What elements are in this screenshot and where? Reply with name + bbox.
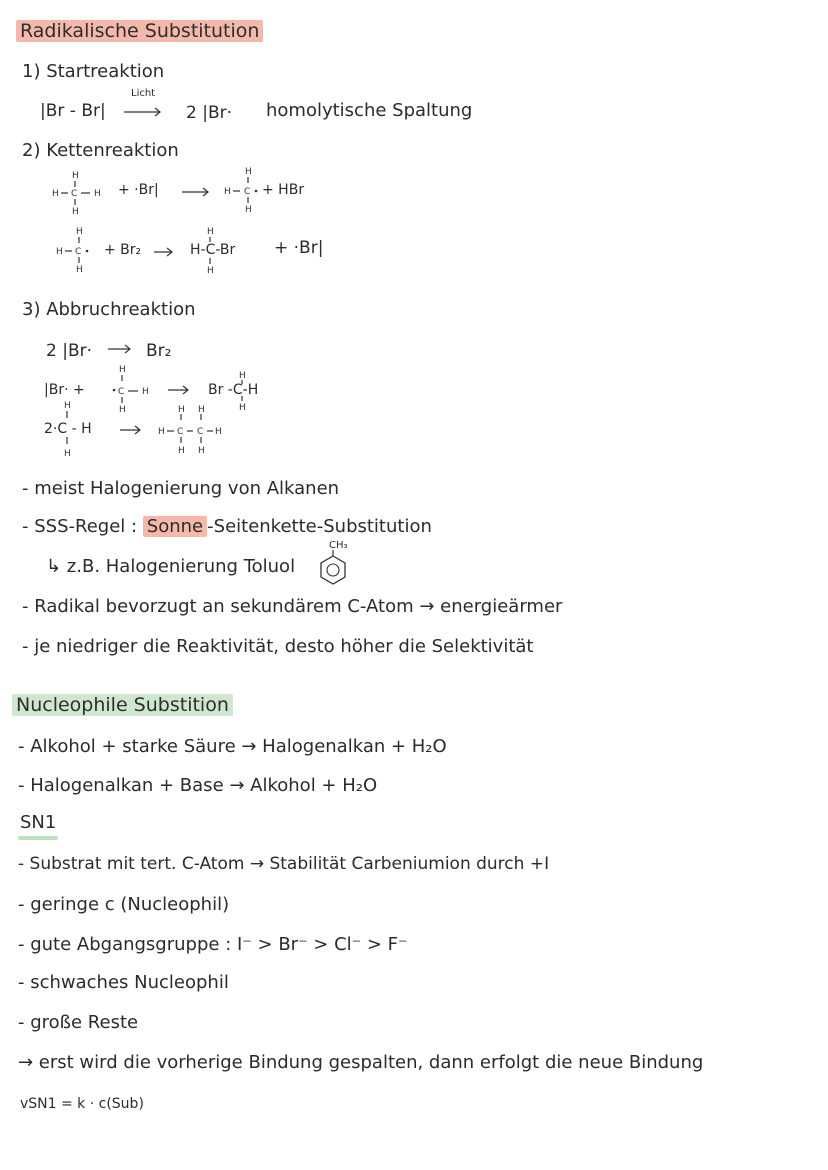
radical-title: Radikalische Substitution: [16, 20, 263, 42]
toluene-example: ↳ z.B. Halogenierung Toluol: [46, 556, 296, 577]
svg-text:H: H: [239, 403, 246, 413]
chain-r1-plus: + ·Br|: [118, 182, 159, 198]
svg-text:H: H: [64, 449, 71, 459]
bromomethane-h-atoms: [207, 227, 214, 276]
svg-text:H: H: [178, 446, 185, 456]
sss-word-sonne: Sonne: [143, 516, 207, 537]
chain-r2-extra: + ·Br|: [274, 238, 324, 258]
svg-text:H: H: [142, 387, 149, 397]
start-heading: 1) Startreaktion: [22, 61, 165, 82]
methyl-radical-formula-2: [56, 227, 88, 275]
sn1-underline: [18, 836, 58, 840]
sss-prefix: - SSS-Regel :: [22, 516, 138, 537]
svg-text:H: H: [198, 405, 205, 415]
termination-ethane: [64, 401, 222, 459]
svg-text:H: H: [224, 187, 231, 197]
svg-text:C: C: [197, 427, 204, 437]
svg-text:C: C: [244, 187, 251, 197]
chain-r2-product: H-C-Br: [190, 242, 236, 258]
toluene-benzene-icon: [321, 550, 345, 584]
sn1-weak-nucleophile: - schwaches Nucleophil: [18, 972, 229, 993]
methyl-radical-formula: [224, 167, 257, 215]
svg-text:H: H: [76, 265, 83, 275]
nuc-line-haloalkane: - Halogenalkan + Base → Alkohol + H₂O: [18, 775, 378, 796]
svg-text:H: H: [245, 205, 252, 215]
sn1-low-concentration: - geringe c (Nucleophil): [18, 894, 230, 915]
svg-text:C: C: [177, 427, 184, 437]
term-r2-right: Br -C-H: [208, 382, 259, 398]
svg-text:H: H: [239, 371, 246, 381]
svg-text:H: H: [207, 227, 214, 237]
svg-text:H: H: [119, 365, 126, 375]
term-r1-left: 2 |Br·: [46, 341, 93, 361]
sn1-label: SN1: [20, 812, 57, 833]
svg-text:H: H: [158, 427, 165, 437]
svg-text:H: H: [119, 405, 126, 415]
chain-r1-product: + HBr: [262, 182, 305, 198]
sss-rule: - SSS-Regel : Sonne -Seitenkette-Substitution: [22, 516, 432, 537]
svg-text:H: H: [52, 189, 59, 199]
svg-text:C: C: [118, 387, 125, 397]
nuc-line-alcohol: - Alkohol + starke Säure → Halogenalkan + H₂O: [18, 736, 447, 757]
svg-text:H: H: [207, 266, 214, 276]
svg-text:H: H: [76, 227, 83, 237]
svg-text:H: H: [72, 171, 79, 181]
note-halogenation: - meist Halogenierung von Alkanen: [22, 478, 340, 499]
toluene-ch3-label: CH₃: [329, 540, 348, 551]
svg-text:C: C: [71, 189, 78, 199]
chain-heading: 2) Kettenreaktion: [22, 140, 179, 161]
reaction-arrows: [108, 108, 208, 434]
term-r2-left: |Br· +: [44, 382, 85, 398]
sn1-mechanism: → erst wird die vorherige Bindung gespalten, dann erfolgt die neue Bindung: [18, 1052, 704, 1073]
light-condition: Licht: [131, 88, 156, 99]
sss-word-substitution: Substitution: [323, 516, 432, 537]
svg-text:H: H: [198, 446, 205, 456]
note-secondary-carbon: - Radikal bevorzugt an sekundärem C-Atom → energieärmer: [22, 596, 563, 617]
svg-text:H: H: [72, 207, 79, 217]
sn1-leaving-group: - gute Abgangsgruppe : I⁻ > Br⁻ > Cl⁻ > F⁻: [18, 934, 408, 955]
start-reactant: |Br - Br|: [40, 101, 106, 121]
methane-formula: [52, 171, 101, 217]
sss-word-seitenkette: Seitenkette: [213, 516, 317, 537]
termination-heading: 3) Abbruchreaktion: [22, 299, 196, 320]
sn1-rate-law: vSN1 = k · c(Sub): [20, 1096, 144, 1112]
sn1-substrate: - Substrat mit tert. C-Atom → Stabilität Carbeniumion durch +I: [18, 854, 550, 874]
note-selectivity: - je niedriger die Reaktivität, desto höher die Selektivität: [22, 636, 534, 657]
svg-text:H: H: [245, 167, 252, 177]
svg-text:H: H: [56, 247, 63, 257]
nucleophile-title: Nucleophile Substition: [12, 694, 233, 716]
svg-text:H: H: [178, 405, 185, 415]
svg-text:H: H: [94, 189, 101, 199]
homolysis-label: homolytische Spaltung: [266, 100, 473, 121]
svg-text:H: H: [64, 401, 71, 411]
term-r1-right: Br₂: [146, 341, 172, 361]
svg-text:C: C: [75, 247, 82, 257]
svg-text:H: H: [215, 427, 222, 437]
sn1-large-groups: - große Reste: [18, 1012, 139, 1033]
term-r3-left: 2·C - H: [44, 421, 92, 437]
start-product: 2 |Br·: [186, 103, 233, 123]
chain-r2-reactant: + Br₂: [104, 242, 142, 258]
